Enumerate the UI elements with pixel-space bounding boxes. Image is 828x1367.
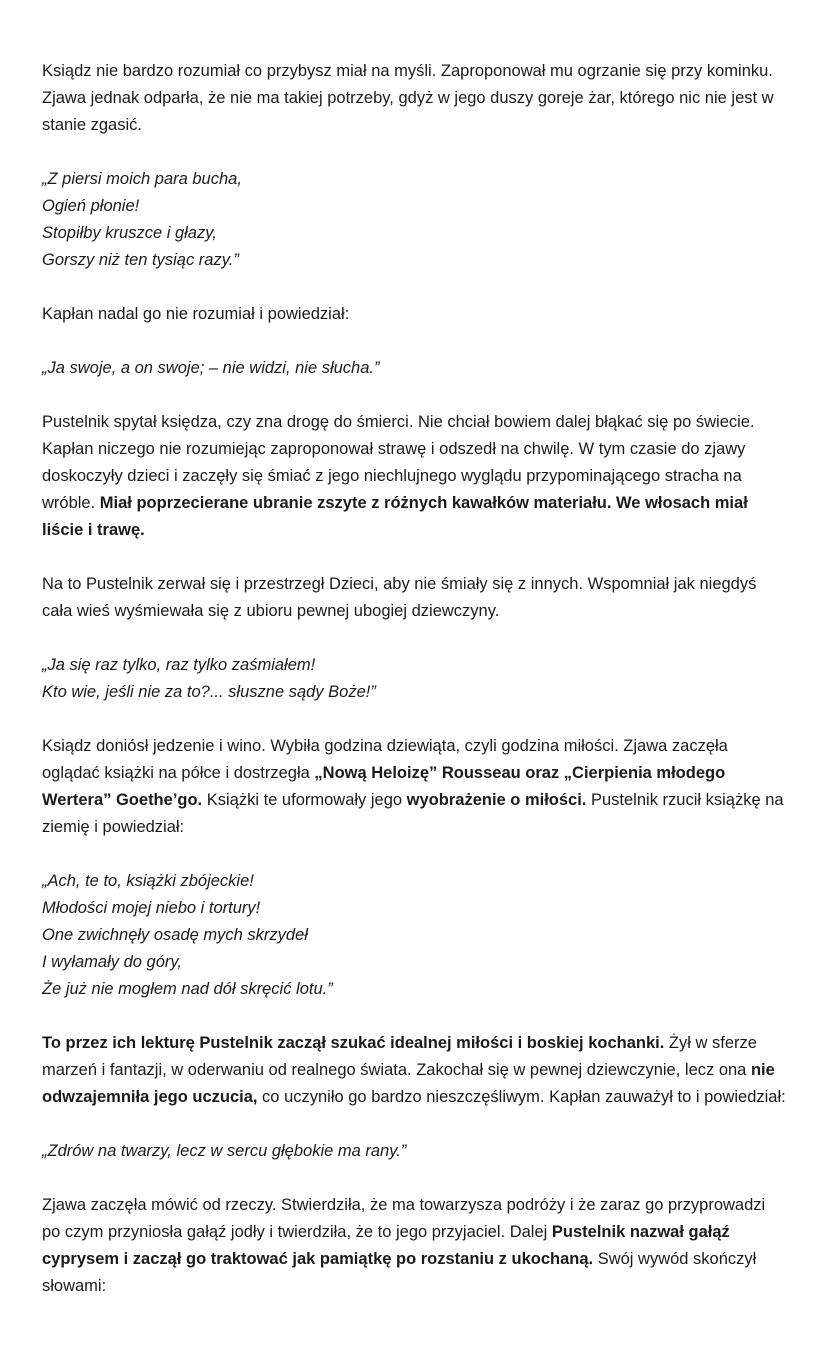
paragraph: [42, 409, 788, 544]
verse-line: Ogień płonie!: [42, 197, 140, 215]
bold-text-run: Pustelnik nazwał gałąź cyprysem i zaczął go traktować jak pamiątkę po rozstaniu z ukochaną.: [42, 1223, 730, 1268]
bold-text-run: „Nową Heloizę” Rousseau oraz „Cierpienia młodego Wertera” Goethe’go.: [42, 764, 726, 809]
bold-text-run: To przez ich lekturę Pustelnik zaczął szukać idealnej miłości i boskiej kochanki.: [42, 1034, 665, 1052]
verse-line: Stopiłby kruszce i głazy,: [42, 224, 217, 242]
verse-block: [42, 652, 788, 706]
verse-line: Kto wie, jeśli nie za to?... słuszne sądy Boże!”: [42, 683, 376, 701]
paragraph: [42, 58, 788, 139]
text-run: Pustelnik spytał księdza, czy zna drogę do śmierci. Nie chciał bowiem dalej błąkać się po świecie. Kapłan niczego nie rozumiejąc zaproponował strawę i odszedł na chwilę. W tym czasie do zjawy doskoczyły dzieci i zaczęły się śmiać z jego niechlujnego wyglądu przypominającego stracha na wróble.: [42, 413, 755, 512]
text-run: Książki te uformowały jego: [202, 791, 407, 809]
bold-text-run: Miał poprzecierane ubranie zszyte z różnych kawałków materiału. We włosach miał liście i trawę.: [42, 494, 748, 539]
paragraph: [42, 571, 788, 625]
paragraph: [42, 301, 788, 328]
paragraph: [42, 1192, 788, 1300]
verse-line: Gorszy niż ten tysiąc razy.”: [42, 251, 239, 269]
bold-text-run: nie odwzajemniła jego uczucia,: [42, 1061, 775, 1106]
document-body: [42, 58, 788, 1300]
text-run: Ksiądz nie bardzo rozumiał co przybysz miał na myśli. Zaproponował mu ogrzanie się przy kominku. Zjawa jednak odparła, że nie ma takiej potrzeby, gdyż w jego duszy goreje żar, którego nic nie jest w stanie zgasić.: [42, 62, 774, 134]
text-run: Pustelnik rzucił książkę na ziemię i powiedział:: [42, 791, 784, 836]
verse-line: „Ach, te to, książki zbójeckie!: [42, 872, 254, 890]
verse-line: One zwichnęły osadę mych skrzydeł: [42, 926, 308, 944]
verse-block: [42, 166, 788, 274]
verse-line: Młodości mojej niebo i tortury!: [42, 899, 261, 917]
text-run: Na to Pustelnik zerwał się i przestrzegł Dzieci, aby nie śmiały się z innych. Wspomniał jak niegdyś cała wieś wyśmiewała się z ubioru pewnej ubogiej dziewczyny.: [42, 575, 757, 620]
verse-line: „Z piersi moich para bucha,: [42, 170, 242, 188]
verse-line: Że już nie mogłem nad dół skręcić lotu.”: [42, 980, 333, 998]
paragraph: [42, 733, 788, 841]
verse-block: [42, 355, 788, 382]
bold-text-run: wyobrażenie o miłości.: [406, 791, 587, 809]
text-run: Ksiądz doniósł jedzenie i wino. Wybiła godzina dziewiąta, czyli godzina miłości. Zjawa zaczęła oglądać książki na półce i dostrzegła: [42, 737, 728, 782]
verse-line: „Ja się raz tylko, raz tylko zaśmiałem!: [42, 656, 316, 674]
verse-line: „Ja swoje, a on swoje; – nie widzi, nie słucha.”: [42, 359, 380, 377]
verse-block: [42, 1138, 788, 1165]
verse-line: „Zdrów na twarzy, lecz w sercu głębokie ma rany.”: [42, 1142, 407, 1160]
verse-block: [42, 868, 788, 1003]
paragraph: [42, 1030, 788, 1111]
text-run: co uczyniło go bardzo nieszczęśliwym. Kapłan zauważył to i powiedział:: [257, 1088, 786, 1106]
text-run: Swój wywód skończył słowami:: [42, 1250, 757, 1295]
text-run: Kapłan nadal go nie rozumiał i powiedział:: [42, 305, 350, 323]
text-run: Żył w sferze marzeń i fantazji, w oderwaniu od realnego świata. Zakochał się w pewnej dziewczynie, lecz ona: [42, 1034, 757, 1079]
verse-line: I wyłamały do góry,: [42, 953, 182, 971]
text-run: Zjawa zaczęła mówić od rzeczy. Stwierdziła, że ma towarzysza podróży i że zaraz go przyprowadzi po czym przyniosła gałąź jodły i twierdziła, że to jego przyjaciel. Dalej: [42, 1196, 766, 1241]
